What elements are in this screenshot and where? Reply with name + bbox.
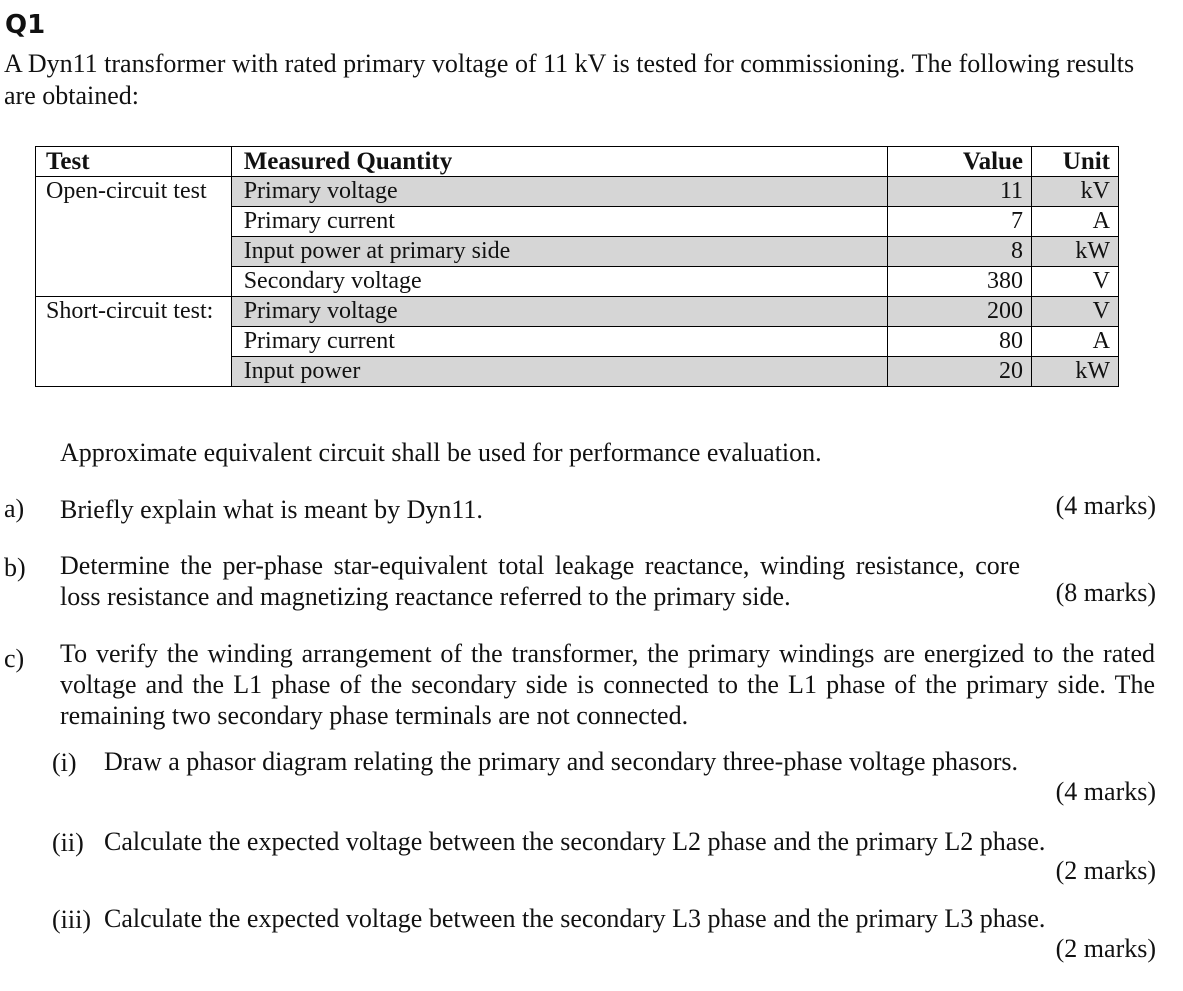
measured-quantity: Primary current xyxy=(231,207,888,237)
test-name-short-circuit: Short-circuit test: xyxy=(36,297,232,387)
test-results-table xyxy=(35,146,1119,387)
part-a-text: Briefly explain what is meant by Dyn11. xyxy=(60,495,483,524)
measured-value: 7 xyxy=(888,207,1032,237)
test-name-open-circuit: Open-circuit test xyxy=(36,177,232,297)
measured-quantity: Primary voltage xyxy=(231,297,888,327)
table-row xyxy=(36,177,1119,207)
part-c-label: c) xyxy=(4,644,25,673)
measured-quantity: Primary current xyxy=(231,327,888,357)
part-c-ii-marks: (2 marks) xyxy=(1055,856,1156,885)
measured-quantity: Input power at primary side xyxy=(231,237,888,267)
part-a-marks: (4 marks) xyxy=(1055,491,1156,520)
question-intro: A Dyn11 transformer with rated primary voltage of 11 kV is tested for commissioning. The following results are obtained: xyxy=(4,49,1135,110)
measured-value: 380 xyxy=(888,267,1032,297)
table-header-row xyxy=(36,147,1119,177)
measured-value: 200 xyxy=(888,297,1032,327)
part-c-i-text: Draw a phasor diagram relating the primary and secondary three-phase voltage phasors. xyxy=(104,747,1018,776)
measured-unit: V xyxy=(1032,297,1119,327)
part-b-marks: (8 marks) xyxy=(1055,578,1156,607)
measured-unit: A xyxy=(1032,327,1119,357)
measured-unit: kW xyxy=(1032,357,1119,387)
part-b-label: b) xyxy=(4,553,26,582)
question-number: Q1 xyxy=(5,10,46,40)
table-row xyxy=(36,297,1119,327)
measured-quantity: Primary voltage xyxy=(231,177,888,207)
header-test: Test xyxy=(36,147,232,177)
header-unit: Unit xyxy=(1032,147,1119,177)
part-c-ii-label: (ii) xyxy=(52,828,84,857)
part-c-i-marks: (4 marks) xyxy=(1055,777,1156,806)
measured-value: 20 xyxy=(888,357,1032,387)
part-c-text: To verify the winding arrangement of the transformer, the primary windings are energized to the rated voltage and the L1 phase of the secondary side is connected to the L1 phase of the primary side. The remaining two secondary phase terminals are not connected. xyxy=(60,639,1155,730)
measured-quantity: Input power xyxy=(231,357,888,387)
measured-unit: kW xyxy=(1032,237,1119,267)
measured-value: 80 xyxy=(888,327,1032,357)
part-c-iii-marks: (2 marks) xyxy=(1055,934,1156,963)
part-c-iii-label: (iii) xyxy=(52,905,91,934)
part-c-ii-text: Calculate the expected voltage between the secondary L2 phase and the primary L2 phase. xyxy=(104,827,1046,856)
measured-quantity: Secondary voltage xyxy=(231,267,888,297)
part-a-label: a) xyxy=(4,494,25,523)
measured-value: 8 xyxy=(888,237,1032,267)
header-measured-quantity: Measured Quantity xyxy=(231,147,888,177)
approximation-note: Approximate equivalent circuit shall be used for performance evaluation. xyxy=(60,438,822,467)
measured-value: 11 xyxy=(888,177,1032,207)
header-value: Value xyxy=(888,147,1032,177)
measured-unit: A xyxy=(1032,207,1119,237)
measured-unit: V xyxy=(1032,267,1119,297)
measured-unit: kV xyxy=(1032,177,1119,207)
part-c-iii-text: Calculate the expected voltage between the secondary L3 phase and the primary L3 phase. xyxy=(104,904,1046,933)
part-b-text: Determine the per-phase star-equivalent total leakage reactance, winding resistance, core loss resistance and magnetizing reactance referred to the primary side. xyxy=(60,551,1020,611)
part-c-i-label: (i) xyxy=(52,748,77,777)
